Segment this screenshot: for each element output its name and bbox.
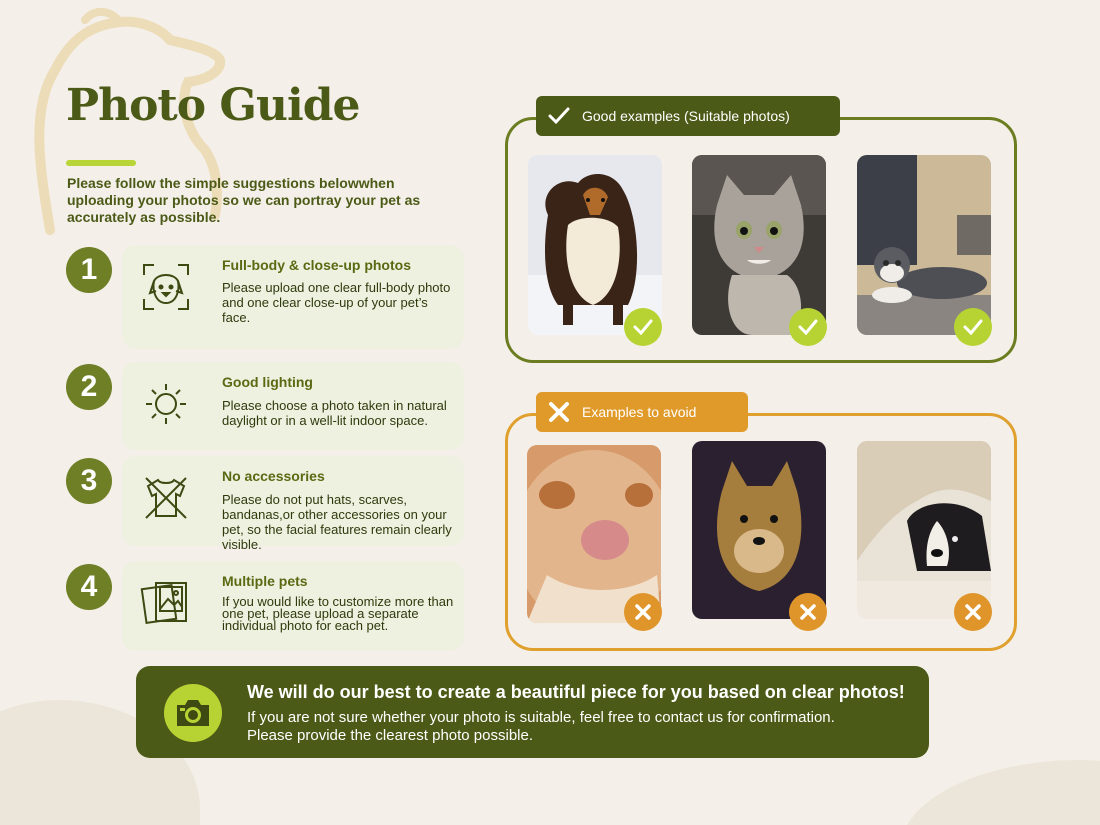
- tip-title: No accessories: [222, 468, 325, 484]
- banner-title: We will do our best to create a beautiful piece for you based on clear photos!: [247, 682, 905, 702]
- banner-line-2: Please provide the clearest photo possible.: [247, 727, 534, 744]
- background-shape: [900, 760, 1100, 825]
- multiple-photos-icon: [138, 575, 194, 631]
- tip-description: Please choose a photo taken in natural daylight or in a well-lit indoor space.: [222, 398, 447, 428]
- tip-title: Multiple pets: [222, 573, 308, 589]
- good-examples-text: Good examples (Suitable photos): [582, 108, 790, 124]
- tip-card-lighting: [122, 362, 464, 450]
- bottom-banner: [136, 666, 929, 758]
- tip-description: If you would like to customize more than one pet, please upload a separate individual photo for each pet.: [222, 594, 454, 633]
- tip-card-accessories: [122, 456, 464, 552]
- banner-line-1: If you are not sure whether your photo is suitable, feel free to contact us for confirmation.: [247, 709, 835, 726]
- tip-number-2: 2: [66, 364, 112, 410]
- tip-number-3: 3: [66, 458, 112, 504]
- tip-description: Please do not put hats, scarves, bandanas,or other accessories on your pet, so the facial features remain clearly visible.: [222, 492, 452, 552]
- tip-card-multiple-pets: [122, 561, 464, 651]
- tip-title: Good lighting: [222, 374, 313, 390]
- check-badge-icon: [789, 308, 827, 346]
- checkmark-icon: [546, 103, 572, 129]
- tip-title: Full-body & close-up photos: [222, 257, 411, 273]
- x-badge-icon: [789, 593, 827, 631]
- banner-text: [247, 709, 907, 745]
- bad-examples-label: [536, 392, 748, 432]
- tip-card-full-body: [122, 245, 464, 349]
- x-badge-icon: [624, 593, 662, 631]
- intro-text: Please follow the simple suggestions belowwhen uploading your photos so we can portray your pet as accurately as possible.: [67, 175, 421, 225]
- tip-number-1: 1: [66, 247, 112, 293]
- check-badge-icon: [624, 308, 662, 346]
- tip-description: Please upload one clear full-body photo and one clear close-up of your pet’s face.: [222, 280, 451, 325]
- tip-number-4: 4: [66, 564, 112, 610]
- camera-icon: [164, 684, 222, 742]
- bad-examples-text: Examples to avoid: [582, 404, 697, 420]
- x-mark-icon: [546, 399, 572, 425]
- x-badge-icon: [954, 593, 992, 631]
- title-underline: [66, 160, 136, 166]
- sun-icon: [138, 376, 194, 432]
- page-title: Photo Guide: [66, 80, 360, 131]
- check-badge-icon: [954, 308, 992, 346]
- dog-face-scan-icon: [138, 259, 194, 315]
- no-shirt-icon: [138, 470, 194, 526]
- good-examples-label: [536, 96, 840, 136]
